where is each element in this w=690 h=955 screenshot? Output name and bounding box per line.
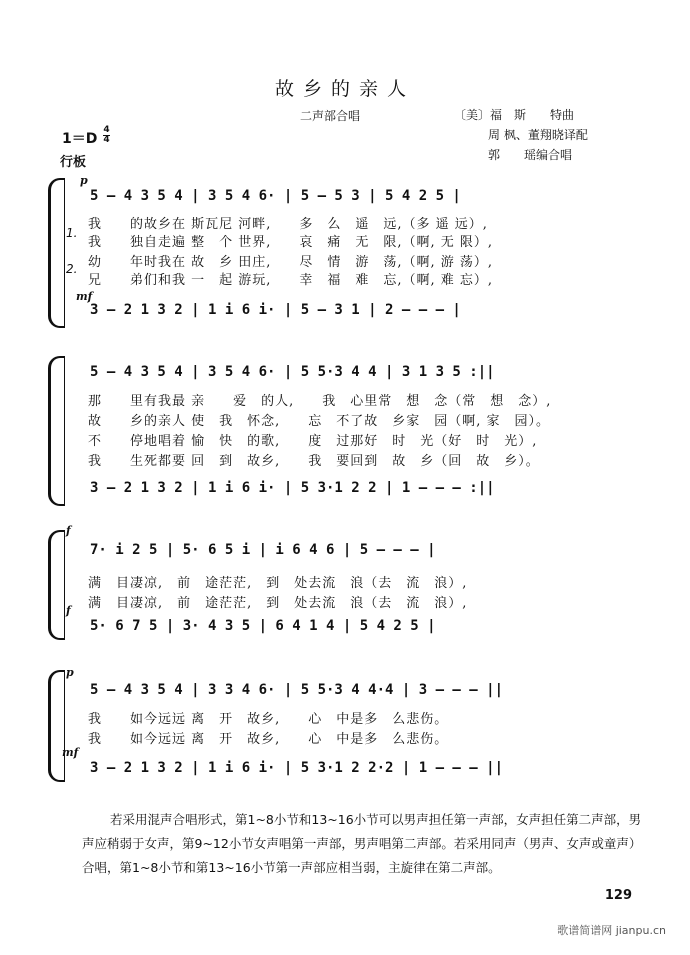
melody-lower bbox=[90, 480, 630, 502]
credit-composer: 〔美〕福 斯 特曲 bbox=[454, 108, 575, 122]
system-brace bbox=[48, 670, 65, 782]
verse-label-1: 1. bbox=[66, 226, 78, 240]
time-signature bbox=[103, 126, 110, 145]
notes-lower: 5· 6 7 5 | 3· 4 3 5 | 6 4 1 4 | 5 4 2 5 | bbox=[90, 618, 436, 634]
credit-translators: 周 枫、董翔晓译配 bbox=[488, 128, 588, 142]
tempo-marking: 行板 bbox=[60, 155, 87, 170]
lyric-line: 兄 弟们和我 一 起 游玩, 幸 福 难 忘,（啊, 难 忘）, bbox=[88, 273, 494, 288]
credit-arranger: 郭 瑶编合唱 bbox=[488, 148, 573, 162]
system-start-line bbox=[64, 670, 65, 782]
melody-upper bbox=[90, 542, 630, 564]
watermark: 歌谱简谱网 jianpu.cn bbox=[557, 924, 666, 937]
system-brace bbox=[48, 530, 65, 640]
lyric-line: 我 如今远远 离 开 故乡, 心 中是多 么悲伤。 bbox=[88, 712, 449, 727]
notes-lower: 3 – 2 1 3 2 | 1 i 6 i· | 5 – 3 1 | 2 – – – | bbox=[90, 302, 461, 318]
verse-label-2: 2. bbox=[66, 262, 78, 276]
lyric-line: 不 停地唱着 愉 快 的歌, 度 过那好 时 光（好 时 光）, bbox=[88, 434, 538, 449]
melody-lower bbox=[90, 618, 630, 640]
system-start-line bbox=[64, 356, 65, 506]
system-start-line bbox=[64, 178, 65, 328]
notes-upper: 7· i 2 5 | 5· 6 5 i | i 6 4 6 | 5 – – – | bbox=[90, 542, 436, 558]
lyric-line: 故 乡的亲人 使 我 怀念, 忘 不了故 乡家 园（啊, 家 园）。 bbox=[88, 414, 551, 429]
notes-upper: 5 – 4 3 5 4 | 3 5 4 6· | 5 – 5 3 | 5 4 2 5 | bbox=[90, 188, 461, 204]
melody-lower bbox=[90, 302, 630, 324]
dynamic-upper: p bbox=[66, 666, 74, 679]
melody-upper bbox=[90, 682, 630, 704]
song-subtitle: 二声部合唱 bbox=[300, 109, 361, 123]
notes-upper: 5 – 4 3 5 4 | 3 3 4 6· | 5 5·3 4 4·4 | 3 – – – || bbox=[90, 682, 504, 698]
lyric-line: 我 的故乡在 斯瓦尼 河畔, 多 么 遥 远,（多 遥 远）, bbox=[88, 217, 488, 232]
meter-bottom: 4 bbox=[103, 135, 110, 145]
page-number: 129 bbox=[604, 888, 632, 903]
score-system-4 bbox=[0, 666, 690, 782]
lyric-line: 满 目凄凉, 前 途茫茫, 到 处去流 浪（去 流 浪）, bbox=[88, 576, 468, 591]
lyric-line: 满 目凄凉, 前 途茫茫, 到 处去流 浪（去 流 浪）, bbox=[88, 596, 468, 611]
score-system-1 bbox=[0, 174, 690, 328]
score-system-2 bbox=[0, 356, 690, 506]
melody-lower bbox=[90, 760, 630, 782]
dynamic-upper: f bbox=[66, 524, 71, 537]
lyric-line: 幼 年时我在 故 乡 田庄, 尽 情 游 荡,（啊, 游 荡）, bbox=[88, 255, 494, 270]
system-brace bbox=[48, 178, 65, 328]
dynamic-upper: p bbox=[80, 174, 88, 187]
lyric-line: 我 生死都要 回 到 故乡, 我 要回到 故 乡（回 故 乡）。 bbox=[88, 454, 540, 469]
melody-upper bbox=[90, 364, 630, 386]
notes-lower: 3 – 2 1 3 2 | 1 i 6 i· | 5 3·1 2 2 | 1 – – – :|| bbox=[90, 480, 495, 496]
key-signature: 1＝D bbox=[62, 131, 98, 147]
score-system-3 bbox=[0, 524, 690, 640]
lyric-line: 我 独自走遍 整 个 世界, 哀 痛 无 限,（啊, 无 限）, bbox=[88, 235, 494, 250]
lyric-line: 那 里有我最 亲 爱 的人, 我 心里常 想 念（常 想 念）, bbox=[88, 394, 552, 409]
system-start-line bbox=[64, 530, 65, 640]
dynamic-lower: mf bbox=[62, 746, 79, 759]
performance-note: 若采用混声合唱形式，第1~8小节和13~16小节可以男声担任第一声部，女声担任第二声部，男声应稍弱于女声，第9~12小节女声唱第一声部，男声唱第二声部。若采用同声（男声、女声或童声）合唱，第1~8小节和第13~16小节第一声部应相当弱，主旋律在第二声部。 bbox=[82, 812, 642, 875]
system-brace bbox=[48, 356, 65, 506]
dynamic-lower: mf bbox=[76, 290, 93, 303]
notes-upper: 5 – 4 3 5 4 | 3 5 4 6· | 5 5·3 4 4 | 3 1 3 5 :|| bbox=[90, 364, 495, 380]
meter-top: 4 bbox=[103, 125, 110, 135]
song-title: 故乡的亲人 bbox=[274, 78, 415, 100]
lyric-line: 我 如今远远 离 开 故乡, 心 中是多 么悲伤。 bbox=[88, 732, 449, 747]
notes-lower: 3 – 2 1 3 2 | 1 i 6 i· | 5 3·1 2 2·2 | 1 – – – || bbox=[90, 760, 504, 776]
melody-upper bbox=[90, 188, 630, 210]
dynamic-lower: f bbox=[66, 604, 71, 617]
